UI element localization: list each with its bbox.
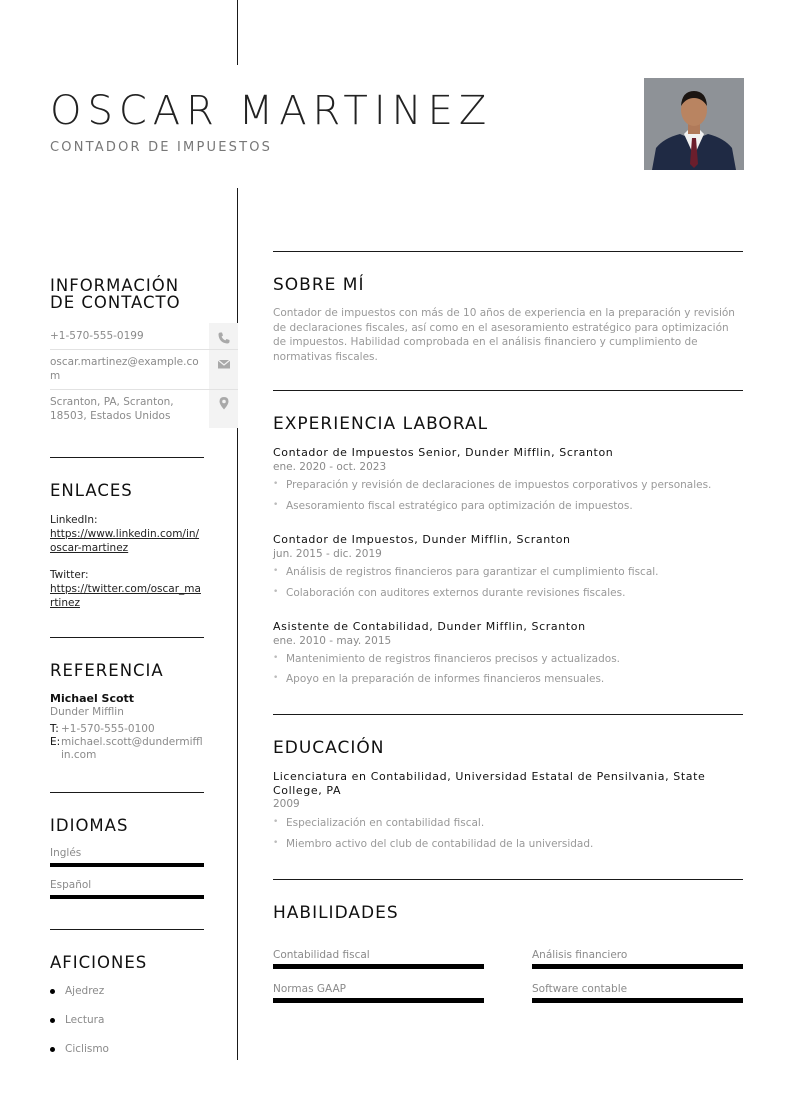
column-divider xyxy=(237,188,238,1060)
education-bullet-text: • Miembro activo del club de contabilidad de la universidad. xyxy=(286,838,594,850)
reference-email: michael.scott@dundermifflin.com xyxy=(61,736,203,761)
skill-item xyxy=(273,949,484,969)
contact-phone-row xyxy=(50,323,238,350)
contact-address-row xyxy=(50,390,238,428)
links-heading: ENLACES xyxy=(50,481,133,500)
education-year: 2009 xyxy=(273,798,300,810)
sidebar-divider xyxy=(50,637,204,638)
languages-heading: IDIOMAS xyxy=(50,816,129,835)
job-title: Asistente de Contabilidad, Dunder Mifflin, Scranton xyxy=(273,620,586,633)
language-name: Inglés xyxy=(50,847,82,859)
job-bullet xyxy=(273,566,659,578)
reference-email-line xyxy=(50,736,204,762)
skill-level-bar xyxy=(273,998,484,1003)
education-bullet xyxy=(273,838,593,850)
candidate-role: CONTADOR DE IMPUESTOS xyxy=(50,140,273,155)
education-title: Licenciatura en Contabilidad, Universidad Estatal de Pensilvania, State College, PA xyxy=(273,770,706,797)
job-dates: ene. 2010 - may. 2015 xyxy=(273,635,392,647)
link-label: LinkedIn: xyxy=(50,514,98,526)
education-bullet-text: • Especialización en contabilidad fiscal. xyxy=(286,817,485,829)
job-bullet-text: • Análisis de registros financieros para garantizar el cumplimiento fiscal. xyxy=(286,566,659,578)
skill-item xyxy=(273,983,484,1003)
contact-heading-line2: DE CONTACTO xyxy=(50,293,181,312)
education-heading: EDUCACIÓN xyxy=(273,738,385,758)
link-twitter xyxy=(50,568,204,610)
twitter-link[interactable]: https://twitter.com/oscar_martinez xyxy=(50,583,201,609)
job-bullet xyxy=(273,653,620,665)
language-item xyxy=(50,879,204,899)
hobby-item xyxy=(50,1014,104,1026)
sidebar-divider xyxy=(50,929,204,930)
job-dates: ene. 2020 - oct. 2023 xyxy=(273,461,387,473)
skill-name: Contabilidad fiscal xyxy=(273,949,370,961)
hobby-label: Ciclismo xyxy=(65,1043,109,1055)
reference-company: Dunder Mifflin xyxy=(50,706,124,718)
job-bullet-text: • Asesoramiento fiscal estratégico para optimización de impuestos. xyxy=(286,500,633,512)
candidate-name: OSCAR MARTINEZ xyxy=(50,88,493,134)
reference-phone: +1-570-555-0100 xyxy=(61,723,155,735)
profile-photo xyxy=(644,78,744,170)
skills-heading: HABILIDADES xyxy=(273,903,399,923)
link-label: Twitter: xyxy=(50,569,89,581)
bullet-dot xyxy=(50,1047,55,1052)
job-bullet-text: • Apoyo en la preparación de informes financieros mensuales. xyxy=(286,673,605,685)
section-divider xyxy=(273,714,743,715)
bullet-dot xyxy=(50,989,55,994)
job-bullet xyxy=(273,500,633,512)
contact-email-row xyxy=(50,350,238,390)
skill-name: Análisis financiero xyxy=(532,949,628,961)
contact-heading-line1: INFORMACIÓN xyxy=(50,276,180,295)
education-bullet xyxy=(273,817,484,829)
contact-address: Scranton, PA, Scranton, 18503, Estados Unidos xyxy=(50,396,174,422)
contact-email: oscar.martinez@example.com xyxy=(50,356,199,382)
experience-heading: EXPERIENCIA LABORAL xyxy=(273,414,489,434)
hobby-item xyxy=(50,1043,109,1055)
mail-icon xyxy=(217,357,231,371)
job-title: Contador de Impuestos, Dunder Mifflin, Scranton xyxy=(273,533,571,546)
phone-icon xyxy=(217,331,231,345)
skill-level-bar xyxy=(273,964,484,969)
job-title: Contador de Impuestos Senior, Dunder Mifflin, Scranton xyxy=(273,446,614,459)
contact-phone: +1-570-555-0199 xyxy=(50,330,144,342)
reference-phone-label: T: xyxy=(50,723,59,735)
section-divider xyxy=(273,251,743,252)
skill-name: Normas GAAP xyxy=(273,983,347,995)
language-level-bar xyxy=(50,895,204,899)
reference-heading: REFERENCIA xyxy=(50,661,164,680)
link-linkedin xyxy=(50,513,204,555)
hobbies-heading xyxy=(50,954,204,971)
job-dates: jun. 2015 - dic. 2019 xyxy=(273,548,382,560)
sidebar-divider xyxy=(50,457,204,458)
links-section xyxy=(50,482,204,610)
language-name: Español xyxy=(50,879,92,891)
hobby-label: Lectura xyxy=(65,1014,105,1026)
linkedin-link[interactable]: https://www.linkedin.com/in/oscar-martinez xyxy=(50,528,200,554)
language-item xyxy=(50,847,204,867)
reference-phone-line xyxy=(50,723,204,736)
reference-name: Michael Scott xyxy=(50,692,135,705)
bullet-dot xyxy=(50,1018,55,1023)
contact-heading xyxy=(50,277,204,311)
divider-top xyxy=(237,0,238,65)
location-icon xyxy=(217,396,231,410)
job-bullet-text: • Colaboración con auditores externos durante revisiones fiscales. xyxy=(286,587,626,599)
job-bullet-text: • Mantenimiento de registros financieros precisos y actualizados. xyxy=(286,653,621,665)
job-bullet xyxy=(273,587,625,599)
language-level-bar xyxy=(50,863,204,867)
hobbies-heading-text: AFICIONES xyxy=(50,953,148,972)
skill-name: Software contable xyxy=(532,983,628,995)
skill-item xyxy=(532,983,743,1003)
skill-item xyxy=(532,949,743,969)
skill-level-bar xyxy=(532,964,743,969)
reference-email-label: E: xyxy=(50,736,61,748)
about-text: Contador de impuestos con más de 10 años de experiencia en la preparación y revisión de declaraciones fiscales, así como en el asesoramiento estratégico para optimización de impuestos. Habilidad comprobada en el análisis financiero y cumplimiento de normativas fiscales. xyxy=(273,307,735,363)
skill-level-bar xyxy=(532,998,743,1003)
job-bullet xyxy=(273,673,604,685)
job-bullet xyxy=(273,479,711,491)
section-divider xyxy=(273,390,743,391)
resume-header xyxy=(50,88,492,155)
hobby-item xyxy=(50,985,104,997)
hobby-label: Ajedrez xyxy=(65,985,105,997)
sidebar-divider xyxy=(50,792,204,793)
languages-section xyxy=(50,817,204,899)
reference-section xyxy=(50,662,204,762)
about-heading: SOBRE MÍ xyxy=(273,275,365,295)
job-bullet-text: • Preparación y revisión de declaraciones de impuestos corporativos y personales. xyxy=(286,479,712,491)
section-divider xyxy=(273,879,743,880)
